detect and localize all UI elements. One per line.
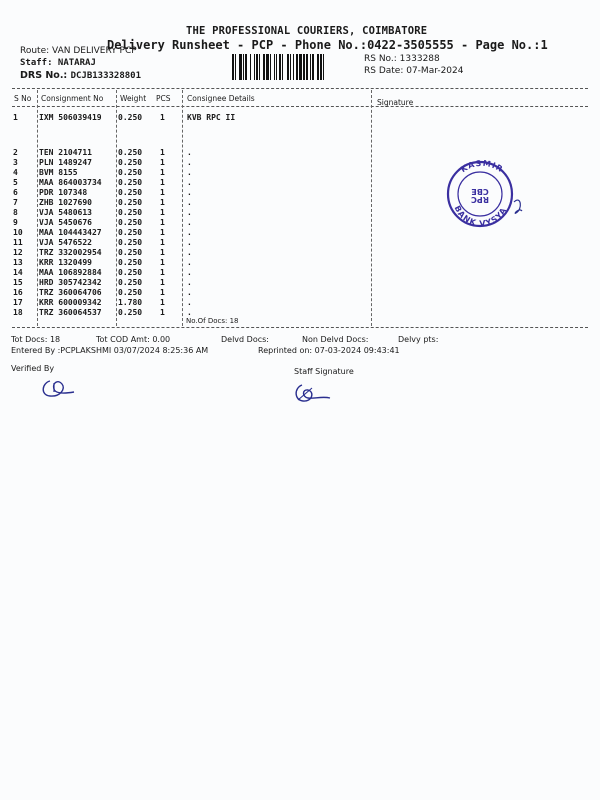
row-pcs: 1 xyxy=(160,258,165,267)
delivered-docs: Delvd Docs: xyxy=(221,335,269,344)
row-consignment-no: TEN 2104711 xyxy=(39,148,92,157)
row-consignment-no: MAA 864003734 xyxy=(39,178,102,187)
table-top-rule xyxy=(12,88,588,89)
verified-by-label: Verified By xyxy=(11,364,55,373)
row-pcs: 1 xyxy=(160,278,165,287)
row-consignee-details: . xyxy=(187,248,192,257)
row-consignee-details: . xyxy=(187,198,192,207)
row-consignment-no: HRD 305742342 xyxy=(39,278,102,287)
svg-text:CBE: CBE xyxy=(471,187,489,196)
row-consignee-details: . xyxy=(187,298,192,307)
row-sno: 10 xyxy=(13,228,23,237)
no-of-docs: No.Of Docs: 18 xyxy=(186,317,239,325)
row-consignee-details: . xyxy=(187,258,192,267)
total-docs: Tot Docs: 18 xyxy=(11,335,61,344)
row-sno: 16 xyxy=(13,288,23,297)
col-header-consignment: Consignment No xyxy=(41,94,104,103)
row-consignment-no: IXM 506039419 xyxy=(39,113,102,122)
row-pcs: 1 xyxy=(160,248,165,257)
row-consignment-no: TRZ 360064537 xyxy=(39,308,102,317)
row-consignee-details: . xyxy=(187,308,192,317)
row-weight: 0.250 xyxy=(118,168,143,177)
col-divider xyxy=(182,90,183,326)
row-pcs: 1 xyxy=(160,308,165,317)
row-consignee-details: . xyxy=(187,158,192,167)
drs-label: DRS No.: xyxy=(20,70,68,81)
row-consignment-no: KRR 1320499 xyxy=(39,258,92,267)
svg-text:KASMIR: KASMIR xyxy=(459,158,505,175)
row-consignment-no: MAA 106892884 xyxy=(39,268,102,277)
row-consignment-no: MAA 104443427 xyxy=(39,228,102,237)
row-pcs: 1 xyxy=(160,298,165,307)
staff-signature xyxy=(290,380,334,406)
col-divider xyxy=(116,90,117,326)
row-weight: 0.250 xyxy=(118,113,143,122)
row-consignee-details: . xyxy=(187,268,192,277)
row-pcs: 1 xyxy=(160,218,165,227)
row-consignee-details: . xyxy=(187,188,192,197)
col-header-consignee: Consignee Details xyxy=(187,94,255,103)
rs-date: RS Date: 07-Mar-2024 xyxy=(364,66,464,76)
row-sno: 18 xyxy=(13,308,23,317)
barcode xyxy=(232,54,358,80)
row-consignee-details: . xyxy=(187,228,192,237)
row-consignee-details: . xyxy=(187,178,192,187)
row-pcs: 1 xyxy=(160,288,165,297)
row-pcs: 1 xyxy=(160,198,165,207)
row-consignee-details: . xyxy=(187,208,192,217)
delivery-points: Delvy pts: xyxy=(398,335,439,344)
row-pcs: 1 xyxy=(160,158,165,167)
row-sno: 6 xyxy=(13,188,18,197)
row-consignment-no: VJA 5476522 xyxy=(39,238,92,247)
staff-label: Staff: NATARAJ xyxy=(20,58,96,68)
total-cod-amount: Tot COD Amt: 0.00 xyxy=(96,335,171,344)
row-pcs: 1 xyxy=(160,268,165,277)
row-consignment-no: PLN 1489247 xyxy=(39,158,92,167)
bank-stamp xyxy=(443,157,523,229)
row-consignee-details: . xyxy=(187,288,192,297)
row-consignee-details: KVB RPC II xyxy=(187,113,236,122)
row-consignment-no: VJA 5450676 xyxy=(39,218,92,227)
row-consignment-no: TRZ 332002954 xyxy=(39,248,102,257)
entered-by: Entered By :PCPLAKSHMI 03/07/2024 8:25:36 AM xyxy=(11,346,209,355)
row-weight: 0.250 xyxy=(118,178,143,187)
row-pcs: 1 xyxy=(160,238,165,247)
row-sno: 5 xyxy=(13,178,18,187)
row-sno: 9 xyxy=(13,218,18,227)
row-consignee-details: . xyxy=(187,238,192,247)
col-header-weight: Weight xyxy=(120,94,147,103)
row-weight: 0.250 xyxy=(118,228,143,237)
row-pcs: 1 xyxy=(160,168,165,177)
row-pcs: 1 xyxy=(160,178,165,187)
row-consignment-no: PDR 107348 xyxy=(39,188,88,197)
staff-signature-label: Staff Signature xyxy=(294,367,354,376)
col-header-signature: Signature xyxy=(377,98,414,107)
row-weight: 0.250 xyxy=(118,288,143,297)
row-pcs: 1 xyxy=(160,188,165,197)
row-weight: 0.250 xyxy=(118,198,143,207)
row-pcs: 1 xyxy=(160,113,165,122)
row-weight: 0.250 xyxy=(118,248,143,257)
row-weight: 0.250 xyxy=(118,188,143,197)
non-delivered-docs: Non Delvd Docs: xyxy=(302,335,369,344)
reprinted-on: Reprinted on: 07-03-2024 09:43:41 xyxy=(258,346,400,355)
route-label: Route: VAN DELIVERY PCP xyxy=(20,46,137,56)
row-sno: 13 xyxy=(13,258,23,267)
runsheet-title: Delivery Runsheet - PCP - Phone No.:0422-3505555 - Page No.:1 xyxy=(107,38,548,52)
row-weight: 0.250 xyxy=(118,258,143,267)
row-consignee-details: . xyxy=(187,168,192,177)
barcode-bar xyxy=(324,54,326,80)
row-consignment-no: VJA 5480613 xyxy=(39,208,92,217)
row-pcs: 1 xyxy=(160,228,165,237)
row-consignee-details: . xyxy=(187,218,192,227)
row-weight: 0.250 xyxy=(118,268,143,277)
row-weight: 1.780 xyxy=(118,298,143,307)
row-weight: 0.250 xyxy=(118,278,143,287)
row-weight: 0.250 xyxy=(118,208,143,217)
row-sno: 8 xyxy=(13,208,18,217)
col-divider xyxy=(371,90,372,326)
row-consignee-details: . xyxy=(187,148,192,157)
row-sno: 14 xyxy=(13,268,23,277)
verifier-signature xyxy=(36,375,80,401)
row-weight: 0.250 xyxy=(118,148,143,157)
drs-value: DCJB133328801 xyxy=(70,71,142,81)
row-sno: 12 xyxy=(13,248,23,257)
row-pcs: 1 xyxy=(160,208,165,217)
col-header-sno: S No xyxy=(14,94,32,103)
row-pcs: 1 xyxy=(160,148,165,157)
row-sno: 2 xyxy=(13,148,18,157)
row-sno: 3 xyxy=(13,158,18,167)
row-sno: 1 xyxy=(13,113,18,122)
drs-number xyxy=(20,70,141,81)
row-weight: 0.250 xyxy=(118,238,143,247)
row-sno: 11 xyxy=(13,238,23,247)
row-sno: 15 xyxy=(13,278,23,287)
row-consignment-no: TRZ 360064706 xyxy=(39,288,102,297)
rs-number: RS No.: 1333288 xyxy=(364,54,440,64)
col-divider xyxy=(37,90,38,326)
row-weight: 0.250 xyxy=(118,158,143,167)
row-weight: 0.250 xyxy=(118,308,143,317)
company-name: THE PROFESSIONAL COURIERS, COIMBATORE xyxy=(186,25,428,37)
svg-text:BANK VYSYA: BANK VYSYA xyxy=(452,204,509,229)
row-sno: 7 xyxy=(13,198,18,207)
row-consignment-no: BVM 8155 xyxy=(39,168,78,177)
svg-text:RPC: RPC xyxy=(471,195,489,204)
col-header-pcs: PCS xyxy=(156,94,171,103)
row-sno: 17 xyxy=(13,298,23,307)
row-sno: 4 xyxy=(13,168,18,177)
row-consignee-details: . xyxy=(187,278,192,287)
row-consignment-no: ZHB 1027690 xyxy=(39,198,92,207)
row-consignment-no: KRR 600009342 xyxy=(39,298,102,307)
table-bottom-rule xyxy=(12,327,588,328)
row-weight: 0.250 xyxy=(118,218,143,227)
table-header-rule xyxy=(12,106,588,107)
